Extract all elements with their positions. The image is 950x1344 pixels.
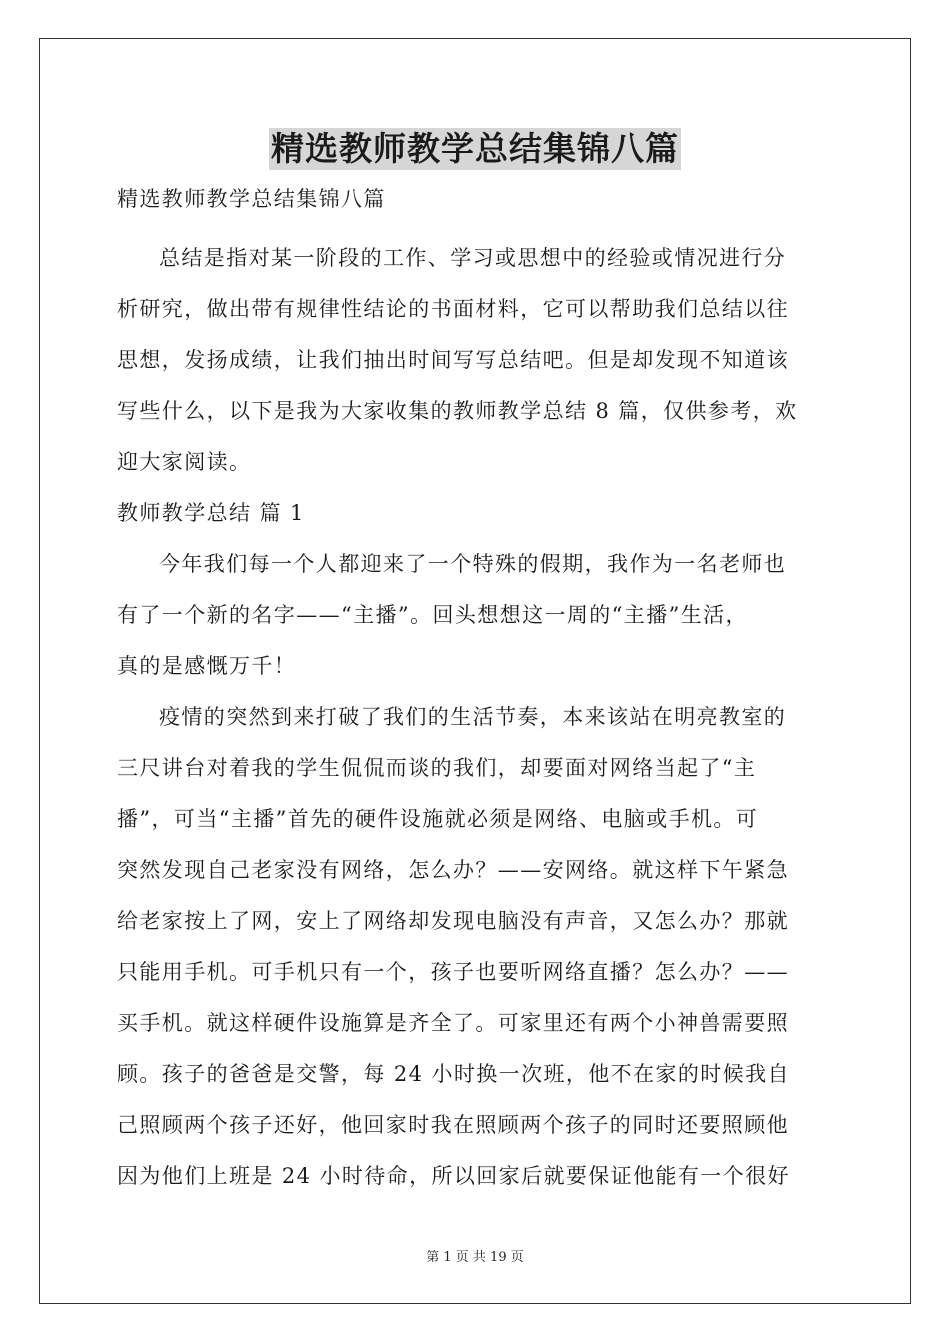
paragraph-line: 因为他们上班是 24 小时待命，所以回家后就要保证他能有一个很好: [117, 1164, 790, 1188]
paragraph-line: 写些什么，以下是我为大家收集的教师教学总结 8 篇，仅供参考，欢: [117, 399, 798, 423]
section-heading: 教师教学总结 篇 1: [117, 501, 305, 525]
document-subtitle: 精选教师教学总结集锦八篇: [117, 187, 386, 211]
paragraph-line: 思想，发扬成绩，让我们抽出时间写写总结吧。但是却发现不知道该: [117, 348, 789, 372]
paragraph-line: 给老家按上了网，安上了网络却发现电脑没有声音，又怎么办？那就: [117, 909, 789, 933]
paragraph-line: 真的是感慨万千！: [117, 654, 297, 678]
paragraph-line: 今年我们每一个人都迎来了一个特殊的假期，我作为一名老师也: [159, 552, 787, 576]
document-body: [117, 182, 833, 1202]
paragraph-line: 迎大家阅读。: [117, 450, 252, 474]
intro-paragraph: [117, 233, 833, 488]
body-paragraph-2: [117, 692, 833, 1202]
document-title: 精选教师教学总结集锦八篇: [271, 129, 679, 168]
paragraph-line: 总结是指对某一阶段的工作、学习或思想中的经验或情况进行分: [159, 246, 787, 270]
paragraph-line: 买手机。就这样硬件设施算是齐全了。可家里还有两个小神兽需要照: [117, 1011, 789, 1035]
paragraph-line: 播”，可当“主播”首先的硬件设施就必须是网络、电脑或手机。可: [117, 807, 759, 831]
paragraph-line: 疫情的突然到来打破了我们的生活节奏，本来该站在明亮教室的: [159, 705, 787, 729]
paragraph-line: 三尺讲台对着我的学生侃侃而谈的我们，却要面对网络当起了“主: [117, 756, 757, 780]
paragraph-line: 有了一个新的名字——“主播”。回头想想这一周的“主播”生活，: [117, 603, 748, 627]
page-footer: 第 1 页 共 19 页: [426, 1250, 524, 1265]
paragraph-line: 只能用手机。可手机只有一个，孩子也要听网络直播？怎么办？——: [117, 960, 789, 984]
paragraph-line: 析研究，做出带有规律性结论的书面材料，它可以帮助我们总结以往: [117, 297, 789, 321]
paragraph-line: 顾。孩子的爸爸是交警，每 24 小时换一次班，他不在家的时候我自: [117, 1062, 790, 1086]
paragraph-line: 己照顾两个孩子还好，他回家时我在照顾两个孩子的同时还要照顾他: [117, 1113, 789, 1137]
paragraph-line: 突然发现自己老家没有网络，怎么办？——安网络。就这样下午紧急: [117, 858, 789, 882]
body-paragraph-1: [117, 539, 833, 692]
title-container: [0, 128, 950, 170]
section-heading-block: [117, 488, 833, 539]
